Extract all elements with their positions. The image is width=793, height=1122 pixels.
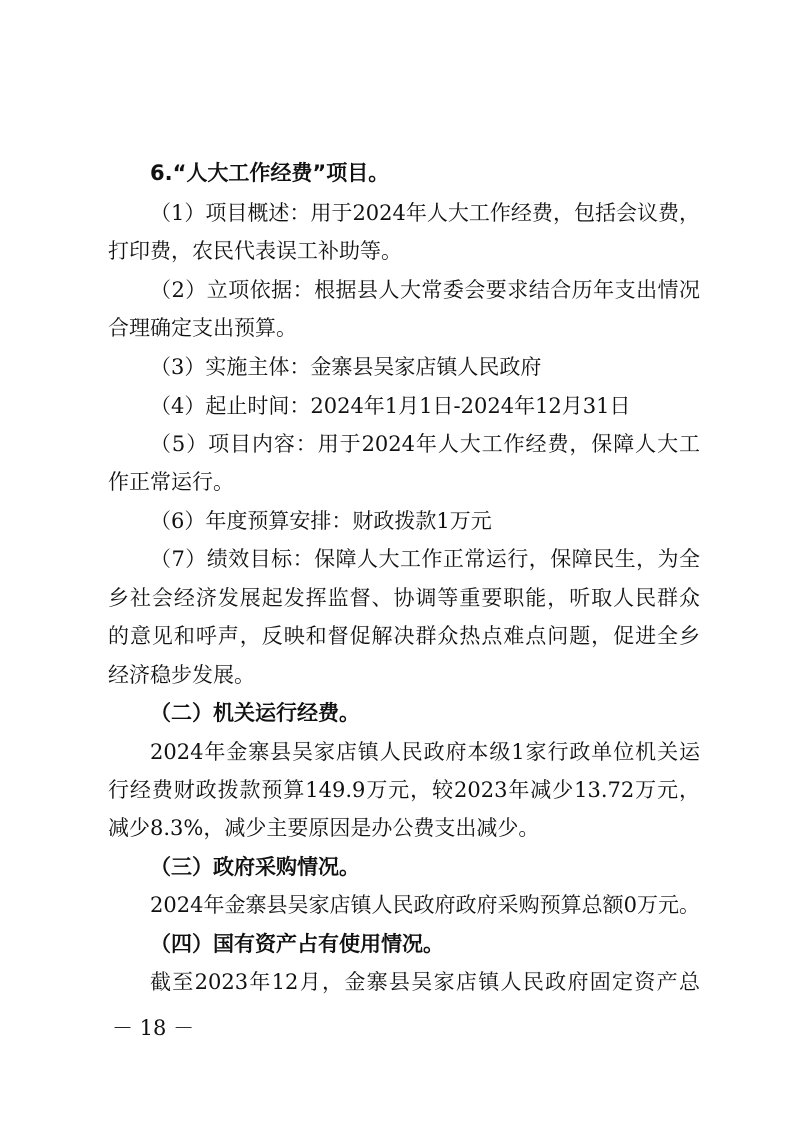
paragraph-line: （7）绩效目标：保障人大工作正常运行，保障民生，为全: [150, 547, 700, 571]
paragraph-line: 经济稳步发展。: [108, 663, 255, 687]
paragraph-line: 作正常运行。: [108, 470, 234, 494]
paragraph-line: （2）立项依据：根据县人大常委会要求结合历年支出情况: [150, 278, 700, 302]
paragraph-line: 行经费财政拨款预算149.9万元，较2023年减少13.72万元，: [108, 778, 700, 802]
paragraph-line: 打印费，农民代表误工补助等。: [108, 239, 402, 263]
paragraph-line: 减少8.3%，减少主要原因是办公费支出减少。: [108, 816, 540, 840]
paragraph-line: 乡社会经济发展起发挥监督、协调等重要职能，听取人民群众: [108, 586, 700, 610]
paragraph-line: （3）实施主体：金寨县吴家店镇人民政府: [150, 355, 542, 379]
section-heading-project-6: 6.“人大工作经费”项目。: [150, 161, 390, 185]
paragraph-line: 合理确定支出预算。: [108, 316, 297, 340]
paragraph-line: 的意见和呼声，反映和督促解决群众热点难点问题，促进全乡: [108, 624, 700, 648]
paragraph-line: 2024年金寨县吴家店镇人民政府本级1家行政单位机关运: [150, 740, 700, 764]
paragraph-line: （5）项目内容：用于2024年人大工作经费，保障人大工: [150, 432, 700, 456]
paragraph-line: （4）起止时间：2024年1月1日-2024年12月31日: [150, 394, 631, 418]
paragraph-line: （6）年度预算安排：财政拨款1万元: [150, 509, 492, 533]
section-heading-state-assets: （四）国有资产占有使用情况。: [150, 932, 444, 956]
paragraph-line: 截至2023年12月，金寨县吴家店镇人民政府固定资产总: [150, 970, 700, 994]
page-number: － 18 －: [112, 1016, 195, 1040]
paragraph-line: （1）项目概述：用于2024年人大工作经费，包括会议费，: [150, 201, 700, 225]
section-heading-operating-expenses: （二）机关运行经费。: [150, 701, 360, 725]
paragraph-line: 2024年金寨县吴家店镇人民政府政府采购预算总额0万元。: [150, 893, 700, 917]
section-heading-procurement: （三）政府采购情况。: [150, 855, 360, 879]
